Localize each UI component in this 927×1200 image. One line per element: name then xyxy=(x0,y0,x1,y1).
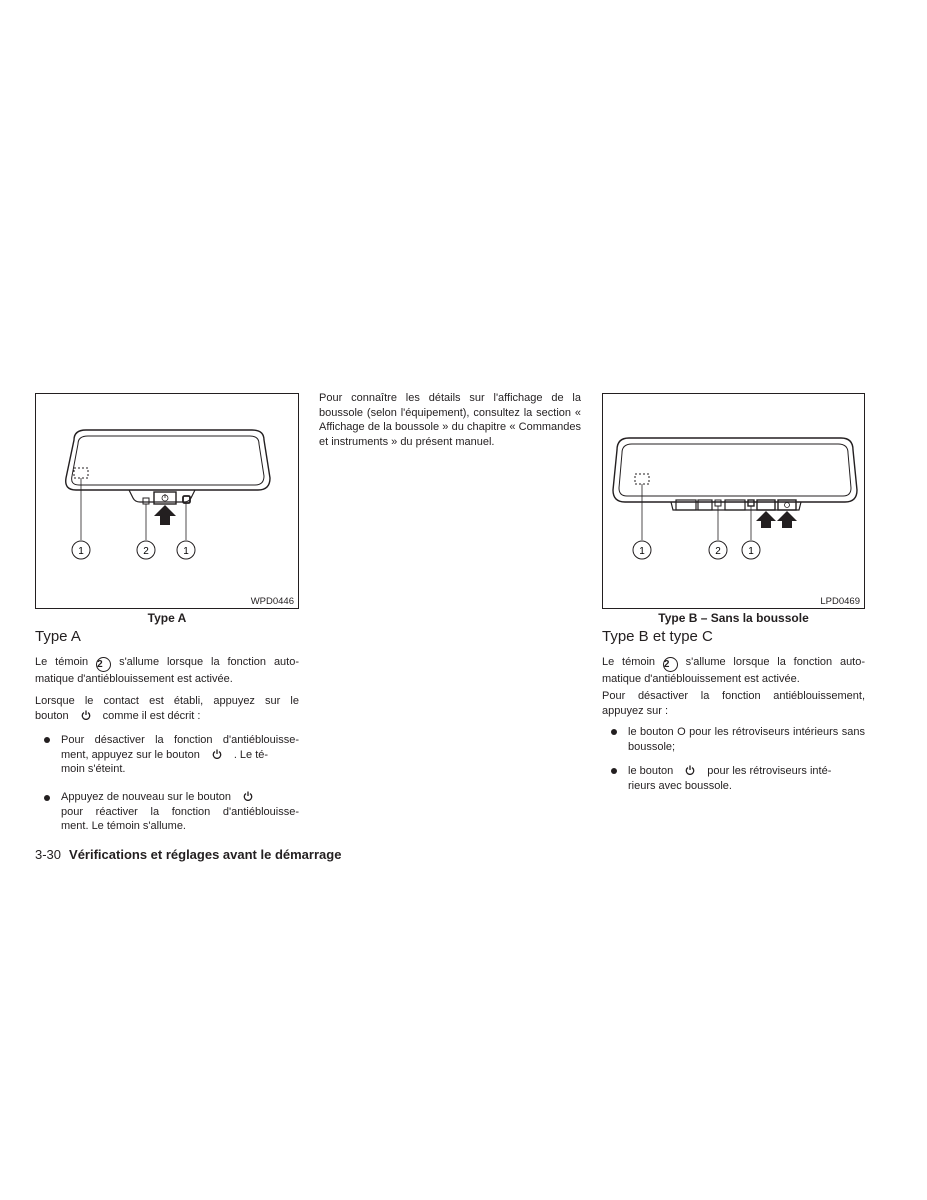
section-heading-type-a: Type A xyxy=(35,628,81,645)
power-icon xyxy=(212,749,222,759)
power-icon xyxy=(243,791,253,801)
text: ment. Le témoin s'allume. xyxy=(61,820,186,832)
bullet-item xyxy=(61,733,299,777)
figure-type-b xyxy=(602,393,865,609)
text: Le témoin xyxy=(602,656,656,668)
mirror-type-b-diagram xyxy=(603,394,866,610)
mirror-type-a-diagram xyxy=(36,394,300,610)
figure-caption: Type A xyxy=(147,611,187,625)
text: matique d'antiéblouissement est activée. xyxy=(602,673,800,685)
figure-caption: Type B – Sans la boussole xyxy=(658,611,809,625)
text: . Le té- xyxy=(233,748,269,761)
text: s'allume lorsque la fonction auto- xyxy=(119,656,300,668)
text: s'allume lorsque la fonction auto- xyxy=(685,656,866,668)
bullet-icon xyxy=(611,729,617,735)
text: Appuyez de nouveau sur le bouton xyxy=(61,791,232,803)
text: pour réactiver la fonction d'antiéblouisse- xyxy=(61,805,299,818)
bullet-item: le bouton O pour les rétroviseurs intérieurs sans boussole; xyxy=(628,726,865,753)
power-icon xyxy=(81,710,91,720)
text: bouton xyxy=(35,709,69,722)
callout-1-left: 1 xyxy=(78,546,84,557)
power-icon xyxy=(685,765,695,775)
page-footer xyxy=(35,847,341,862)
paragraph-deactivate: Pour désactiver la fonction antiéblouissement, appuyez sur : xyxy=(602,690,865,717)
bullet-item xyxy=(61,790,299,834)
paragraph-indicator xyxy=(602,655,865,687)
callout-1-left: 1 xyxy=(639,546,645,557)
text: ment, appuyez sur le bouton xyxy=(61,748,200,761)
text: Lorsque le contact est établi, appuyez sur le xyxy=(35,695,299,707)
text: pour les rétroviseurs inté- xyxy=(707,765,832,777)
text: moin s'éteint. xyxy=(61,763,126,775)
bullet-icon xyxy=(611,768,617,774)
page-number: 3-30 xyxy=(35,847,62,862)
callout-1-right: 1 xyxy=(748,546,754,557)
bullet-item xyxy=(628,764,865,793)
text: le bouton xyxy=(628,765,674,777)
callout-2: 2 xyxy=(143,546,149,557)
figure-code: LPD0469 xyxy=(820,596,860,607)
paragraph-contact xyxy=(35,694,299,723)
text: comme il est décrit : xyxy=(102,709,201,722)
text: Le témoin xyxy=(35,656,89,668)
figure-code: WPD0446 xyxy=(250,596,294,607)
callout-2-badge: 2 xyxy=(663,657,678,672)
section-heading-type-b-c: Type B et type C xyxy=(602,628,713,645)
callout-2: 2 xyxy=(715,546,721,557)
text: matique d'antiéblouissement est activée. xyxy=(35,673,233,685)
paragraph-indicator xyxy=(35,655,299,687)
text: rieurs avec boussole. xyxy=(628,779,732,792)
bullet-icon xyxy=(44,737,50,743)
text: Pour désactiver la fonction d'antiéblouisse- xyxy=(61,734,299,746)
figure-type-a xyxy=(35,393,299,609)
callout-1-right: 1 xyxy=(183,546,189,557)
paragraph-compass: Pour connaître les détails sur l'affichage de la boussole (selon l'équipement), consultez la section « Affichage de la boussole » du chapitre « Commandes et instruments » du présent manuel. xyxy=(319,392,581,448)
chapter-title: Vérifications et réglages avant le démarrage xyxy=(69,847,342,862)
callout-2-badge: 2 xyxy=(96,657,111,672)
bullet-icon xyxy=(44,795,50,801)
